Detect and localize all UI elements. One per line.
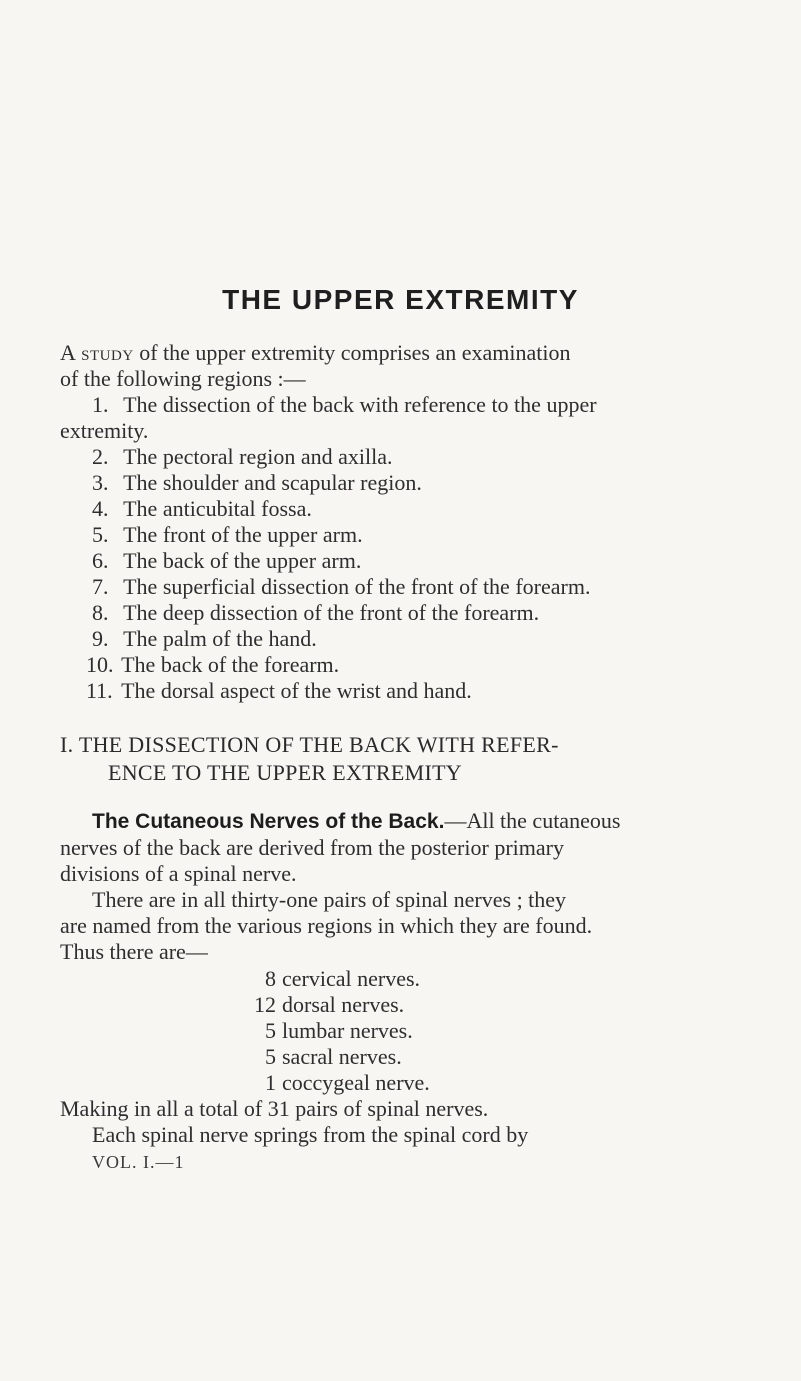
closing-line-1: Making in all a total of 31 pairs of spinal nerves. (60, 1096, 489, 1121)
cutaneous-line-6: Thus there are— (60, 939, 208, 964)
list-item-number: 5. (92, 522, 109, 547)
volume-signature: VOL. I.—1 (92, 1152, 185, 1172)
list-item-text: The pectoral region and axilla. (123, 444, 393, 469)
list-item (92, 470, 422, 496)
list-item (92, 626, 317, 652)
table-row (250, 966, 420, 992)
list-item (92, 522, 363, 548)
list-item-text: The back of the upper arm. (123, 548, 362, 573)
list-item (92, 392, 597, 418)
list-item-number: 9. (92, 626, 109, 651)
cutaneous-line-1-text: —All the cutaneous (444, 808, 621, 833)
closing-line-2: Each spinal nerve springs from the spinal cord by (92, 1122, 529, 1147)
cutaneous-line-2: nerves of the back are derived from the posterior primary (60, 835, 564, 860)
list-item (92, 600, 539, 626)
nerve-count: 5 (265, 1044, 276, 1069)
table-row (250, 1070, 430, 1096)
list-item-number: 6. (92, 548, 109, 573)
list-item-number: 4. (92, 496, 109, 521)
list-item-text: The shoulder and scapular region. (123, 470, 422, 495)
list-item-number: 11. (86, 678, 113, 703)
table-row (250, 992, 404, 1018)
list-item (92, 444, 393, 470)
list-item-text: The palm of the hand. (123, 626, 317, 651)
list-item-text: The anticubital fossa. (123, 496, 312, 521)
list-item (92, 548, 361, 574)
nerve-count: 8 (265, 966, 276, 991)
cutaneous-line-4: There are in all thirty-one pairs of spinal nerves ; they (92, 887, 567, 912)
list-item-text: The front of the upper arm. (123, 522, 363, 547)
cutaneous-line-3: divisions of a spinal nerve. (60, 861, 297, 886)
cutaneous-heading: The Cutaneous Nerves of the Back. (92, 810, 445, 833)
list-item (92, 574, 590, 600)
list-item-text: The dissection of the back with reference to the upper (123, 392, 597, 417)
cutaneous-line-5: are named from the various regions in which they are found. (60, 913, 593, 938)
list-item-number: 1. (92, 392, 109, 417)
list-item-number: 10. (86, 652, 114, 677)
intro-line-2: of the following regions :— (60, 366, 306, 391)
section-heading-line-2: ENCE TO THE UPPER EXTREMITY (108, 760, 462, 785)
table-row (250, 1018, 413, 1044)
section-heading-line-1: I. THE DISSECTION OF THE BACK WITH REFER- (60, 732, 559, 757)
intro-lead: A study (60, 340, 134, 365)
list-item (86, 652, 339, 678)
intro-line-1 (60, 340, 571, 366)
list-item-number: 3. (92, 470, 109, 495)
nerve-label: dorsal nerves. (282, 992, 405, 1017)
list-item-number: 2. (92, 444, 109, 469)
table-row (250, 1044, 402, 1070)
list-item-text: The superficial dissection of the front of the forearm. (123, 574, 591, 599)
nerve-label: sacral nerves. (282, 1044, 402, 1069)
nerve-label: lumbar nerves. (282, 1018, 413, 1043)
intro-line-1-text: of the upper extremity comprises an examination (133, 340, 571, 365)
nerve-label: coccygeal nerve. (282, 1070, 430, 1095)
list-item-text: The deep dissection of the front of the forearm. (123, 600, 540, 625)
list-item-continuation: extremity. (60, 418, 149, 443)
list-item-number: 8. (92, 600, 109, 625)
list-item (92, 496, 312, 522)
nerve-count: 12 (254, 992, 276, 1017)
nerve-count: 5 (265, 1018, 276, 1043)
list-item-text: The dorsal aspect of the wrist and hand. (121, 678, 472, 703)
list-item-text: The back of the forearm. (121, 652, 340, 677)
list-item-number: 7. (92, 574, 109, 599)
list-item (86, 678, 472, 704)
nerve-label: cervical nerves. (282, 966, 421, 991)
cutaneous-line-1 (92, 808, 620, 835)
page-title: THE UPPER EXTREMITY (222, 284, 579, 315)
nerve-count: 1 (265, 1070, 276, 1095)
